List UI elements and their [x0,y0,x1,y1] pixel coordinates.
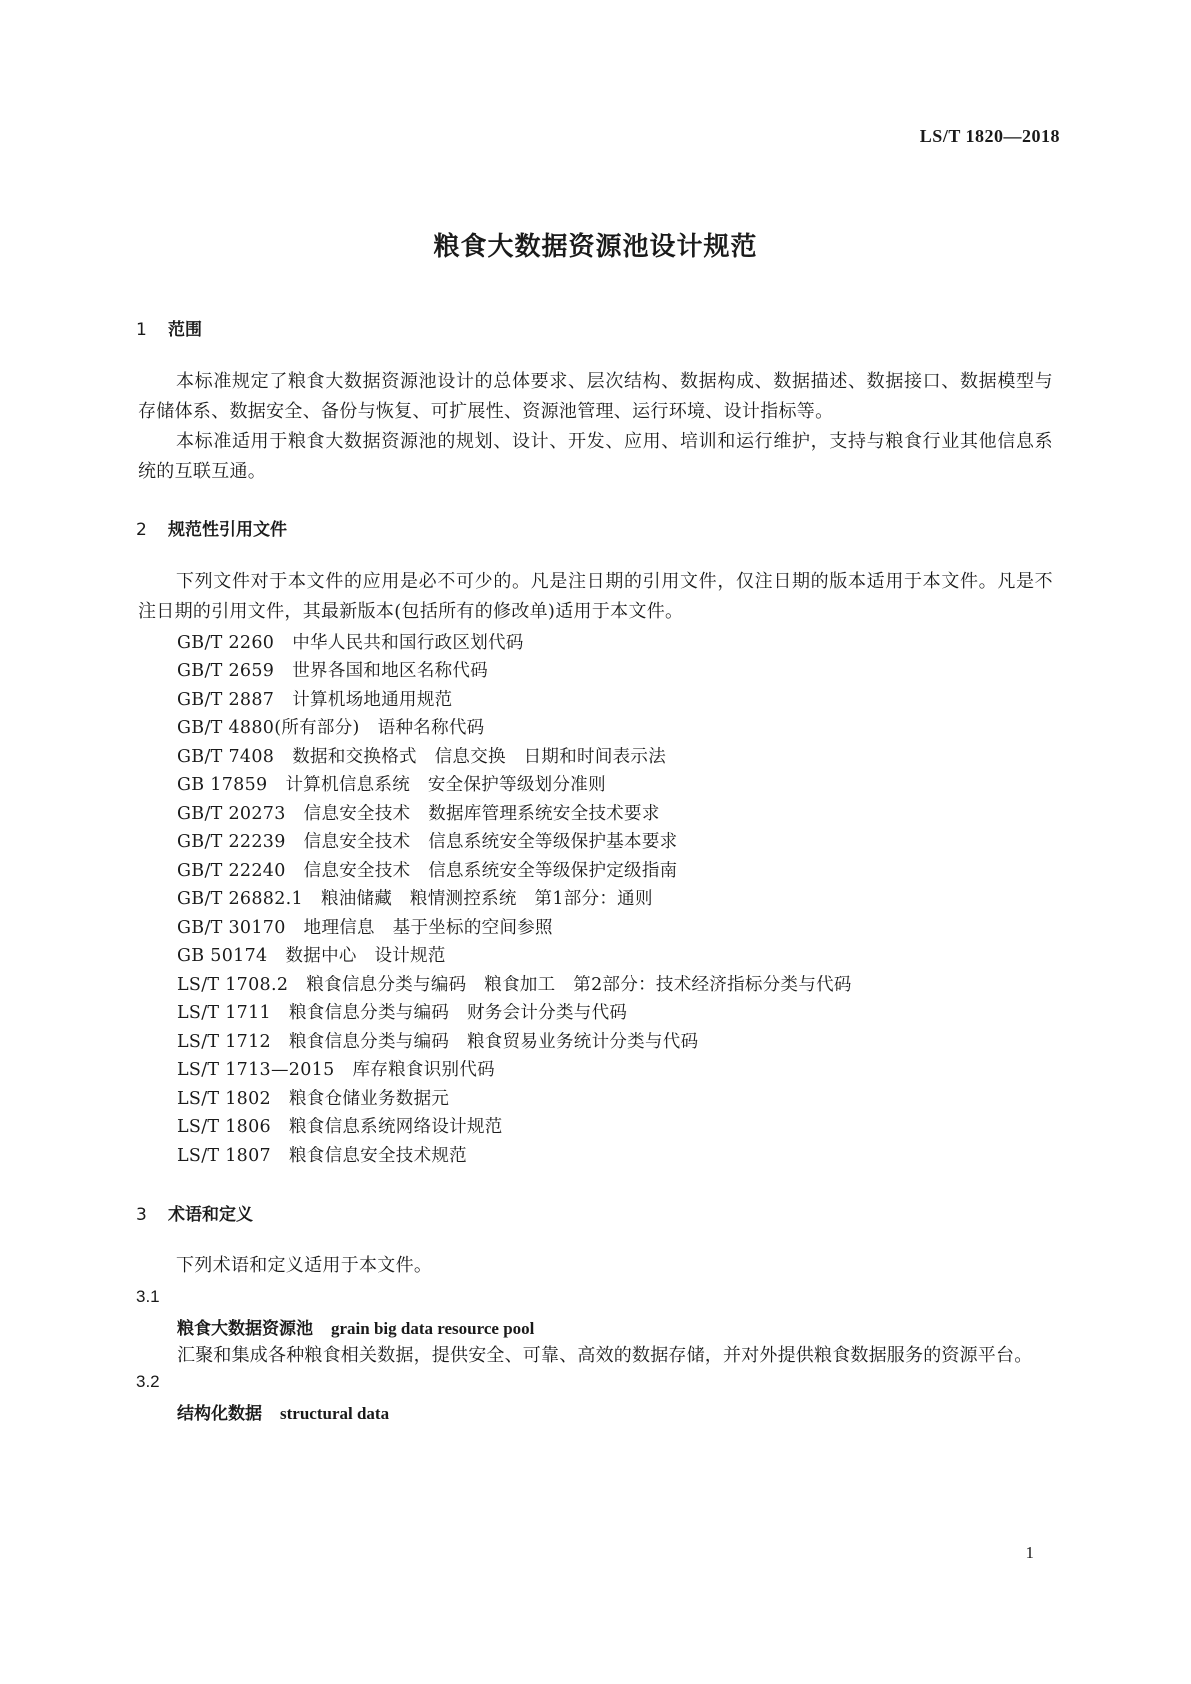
section-title: 规范性引用文件 [168,520,287,540]
reference-title: 粮食仓储业务数据元 [288,1089,450,1109]
reference-item [177,771,606,796]
term-english: grain big data resource pool [331,1319,535,1338]
reference-code: LS/T 1713—2015 [177,1060,335,1080]
terms-intro: 下列术语和定义适用于本文件。 [176,1255,433,1276]
reference-title: 数据和交换格式 信息交换 日期和时间表示法 [292,747,667,767]
reference-code: GB/T 26882.1 [177,889,303,909]
reference-code: GB/T 2887 [177,690,275,710]
reference-code: GB/T 2260 [177,633,275,653]
reference-title: 粮食信息分类与编码 粮食贸易业务统计分类与代码 [288,1032,699,1052]
reference-item [177,1028,698,1053]
reference-title: 库存粮食识别代码 [352,1060,495,1080]
reference-code: LS/T 1802 [177,1089,271,1109]
standard-number: LS/T 1820—2018 [919,126,1060,146]
reference-item [177,714,484,739]
reference-title: 粮食信息分类与编码 财务会计分类与代码 [288,1003,628,1023]
term-id: 3.1 [136,1287,160,1306]
reference-title: 粮食信息安全技术规范 [288,1146,467,1166]
reference-code: GB/T 2659 [177,661,275,681]
reference-item [177,942,446,967]
reference-title: 计算机信息系统 安全保护等级划分准则 [285,775,606,795]
reference-item [177,1056,495,1081]
reference-title: 信息安全技术 数据库管理系统安全技术要求 [303,804,660,824]
reference-item [177,1142,467,1167]
reference-item [177,971,852,996]
scope-paragraph-1: 本标准规定了粮食大数据资源池设计的总体要求、层次结构、数据构成、数据描述、数据接口、数据模型与存储体系、数据安全、备份与恢复、可扩展性、资源池管理、运行环境、设计指标等。 [138,371,1053,422]
reference-title: 计算机场地通用规范 [292,690,453,710]
section-title: 范围 [168,320,202,340]
section-number: 1 [136,320,147,340]
reference-code: LS/T 1708.2 [177,975,289,995]
reference-item [177,1113,503,1138]
section-heading-references [136,515,287,540]
reference-title: 世界各国和地区名称代码 [292,661,489,681]
reference-code: GB/T 30170 [177,918,286,938]
reference-title: 粮油储藏 粮情测控系统 第1部分：通则 [320,889,653,909]
reference-code: GB 50174 [177,946,268,966]
scope-paragraph-2: 本标准适用于粮食大数据资源池的规划、设计、开发、应用、培训和运行维护，支持与粮食行业其他信息系统的互联互通。 [138,431,1053,482]
reference-item [177,914,553,939]
reference-title: 粮食信息系统网络设计规范 [288,1117,503,1137]
reference-item [177,800,660,825]
section-number: 3 [136,1205,147,1225]
term-chinese: 结构化数据 [177,1404,262,1424]
reference-code: GB/T 4880(所有部分) [177,718,360,738]
reference-title: 地理信息 基于坐标的空间参照 [303,918,553,938]
term-english: structural data [280,1404,390,1423]
reference-code: GB/T 7408 [177,747,275,767]
section-heading-scope [136,315,202,340]
reference-item [177,1085,449,1110]
section-number: 2 [136,520,147,540]
reference-code: LS/T 1712 [177,1032,271,1052]
section-heading-terms [136,1200,253,1225]
reference-code: GB/T 22239 [177,832,286,852]
reference-code: LS/T 1711 [177,1003,271,1023]
page-number: 1 [1025,1543,1034,1562]
reference-title: 信息安全技术 信息系统安全等级保护定级指南 [303,861,678,881]
reference-item [177,629,524,654]
reference-item [177,743,666,768]
reference-code: GB/T 20273 [177,804,286,824]
term-entry [177,1314,534,1339]
reference-title: 数据中心 设计规范 [285,946,446,966]
reference-code: LS/T 1807 [177,1146,271,1166]
reference-title: 中华人民共和国行政区划代码 [292,633,524,653]
reference-code: GB/T 22240 [177,861,286,881]
reference-item [177,857,677,882]
reference-title: 语种名称代码 [377,718,485,738]
reference-item [177,999,627,1024]
term-id: 3.2 [136,1372,160,1391]
reference-title: 粮食信息分类与编码 粮食加工 第2部分：技术经济指标分类与代码 [306,975,852,995]
reference-title: 信息安全技术 信息系统安全等级保护基本要求 [303,832,678,852]
reference-item [177,885,653,910]
reference-item [177,657,488,682]
reference-code: GB 17859 [177,775,268,795]
references-intro: 下列文件对于本文件的应用是必不可少的。凡是注日期的引用文件，仅注日期的版本适用于本文件。凡是不注日期的引用文件，其最新版本(包括所有的修改单)适用于本文件。 [138,571,1053,622]
reference-item [177,686,452,711]
section-title: 术语和定义 [168,1205,253,1225]
term-chinese: 粮食大数据资源池 [177,1319,313,1339]
document-title: 粮食大数据资源池设计规范 [433,232,758,262]
term-entry [177,1399,389,1424]
term-definition: 汇聚和集成各种粮食相关数据，提供安全、可靠、高效的数据存储，并对外提供粮食数据服务的资源平台。 [177,1345,1033,1366]
reference-code: LS/T 1806 [177,1117,271,1137]
reference-item [177,828,677,853]
